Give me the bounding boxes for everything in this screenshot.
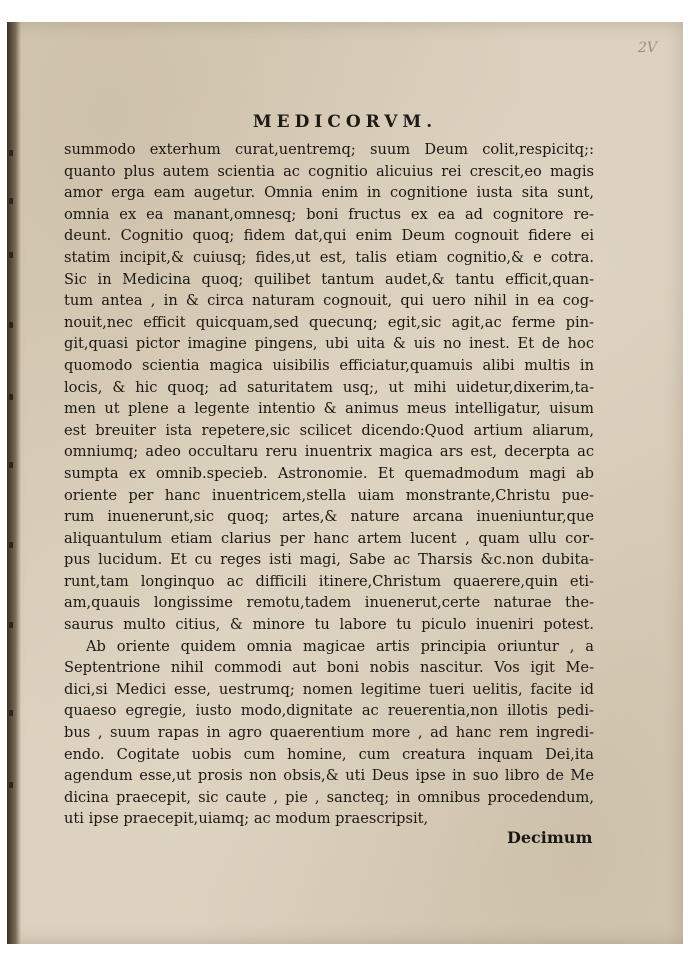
text-line: locis, & hic quoq; ad saturitatem usq;, ut mihi uidetur,dixerim,ta-: [64, 378, 594, 396]
text-line: tum antea , in & circa naturam cognouit, qui uero nihil in ea cog-: [64, 292, 594, 310]
text-line: quaeso egregie, iusto modo,dignitate ac reuerentia,non illotis pedi-: [64, 702, 594, 720]
text-line: sumpta ex omnib.specieb. Astronomie. Et quemadmodum magi ab: [64, 464, 594, 482]
text-line: omnia ex ea manant,omnesq; boni fructus ex ea ad cognitore re-: [64, 205, 594, 223]
margin-mark: [9, 150, 13, 156]
text-line: Sic in Medicina quoq; quilibet tantum audet,& tantu efficit,quan-: [64, 270, 594, 288]
margin-mark: [9, 252, 13, 258]
text-line: aliquantulum etiam clarius per hanc artem lucent , quam ullu cor-: [64, 529, 594, 547]
text-line: deunt. Cognitio quoq; fidem dat,qui enim Deum cognouit fidere ei: [64, 227, 594, 245]
book-page: [7, 22, 683, 944]
text-line: uti ipse praecepit,uiamq; ac modum praescripsit,: [64, 810, 429, 828]
text-line: rum inuenerunt,sic quoq; artes,& nature arcana inueniuntur,que: [64, 508, 594, 526]
margin-mark: [9, 322, 13, 328]
text-line: saurus multo citius, & minore tu labore tu piculo inueniri potest.: [64, 616, 594, 634]
margin-mark: [9, 710, 13, 716]
text-line: dicina praecepit, sic caute , pie , sancteq; in omnibus procedendum,: [64, 788, 594, 806]
body-text: [64, 139, 594, 830]
text-line: men ut plene a legente intentio & animus meus intelligatur, uisum: [64, 400, 594, 418]
text-line: amor erga eam augetur. Omnia enim in cognitione iusta sita sunt,: [64, 184, 594, 202]
text-line: summodo exterhum curat,uentremq; suum Deum colit,respicitq;:: [64, 141, 594, 158]
text-line: statim incipit,& cuiusq; fides,ut est, talis etiam cognitio,& e cotra.: [64, 248, 594, 266]
text-line: endo. Cogitate uobis cum homine, cum creatura inquam Dei,ita: [64, 745, 594, 763]
margin-mark: [9, 462, 13, 468]
folio-mark: 2V: [637, 40, 657, 56]
text-line: bus , suum rapas in agro quaerentium more , ad hanc rem ingredi-: [64, 724, 594, 742]
text-line: pus lucidum. Et cu reges isti magi, Sabe ac Tharsis &c.non dubita-: [64, 551, 594, 569]
margin-mark: [9, 394, 13, 400]
text-line: quanto plus autem scientia ac cognitio alicuius rei crescit,eo magis: [64, 162, 594, 180]
text-line: agendum esse,ut prosis non obsis,& uti Deus ipse in suo libro de Me: [64, 767, 594, 785]
text-line: omniumq; adeo occultaru reru inuentrix magica ars est, decerpta ac: [64, 443, 594, 461]
text-line: dici,si Medici esse, uestrumq; nomen legitime tueri uelitis, facite id: [64, 680, 594, 698]
text-line: est breuiter ista repetere,sic scilicet dicendo:Quod artium aliarum,: [64, 421, 594, 439]
text-line: runt,tam longinquo ac difficili itinere,Christum quaerere,quin eti-: [64, 572, 594, 590]
text-line: git,quasi pictor imagine pingens, ubi uita & uis no inest. Et de hoc: [64, 335, 594, 353]
binding-gutter: [7, 22, 21, 944]
catchword: Decimum: [507, 828, 593, 847]
margin-mark: [9, 622, 13, 628]
running-head: MEDICORVM.: [252, 112, 438, 132]
text-line: Septentrione nihil commodi aut boni nobis nascitur. Vos igit Me-: [64, 659, 594, 677]
text-line: nouit,nec efficit quicquam,sed quecunq; egit,sic agit,ac ferme pin-: [64, 313, 594, 331]
margin-mark: [9, 542, 13, 548]
margin-mark: [9, 198, 13, 204]
text-line: am,quauis longissime remotu,tadem inuenerut,certe naturae the-: [64, 594, 594, 612]
paragraph-start-line: Ab oriente quidem omnia magicae artis principia oriuntur , a: [86, 637, 594, 655]
margin-mark: [9, 782, 13, 788]
text-line: oriente per hanc inuentricem,stella uiam monstrante,Christu pue-: [64, 486, 594, 504]
text-line: quomodo scientia magica uisibilis efficiatur,quamuis alibi multis in: [64, 356, 594, 374]
